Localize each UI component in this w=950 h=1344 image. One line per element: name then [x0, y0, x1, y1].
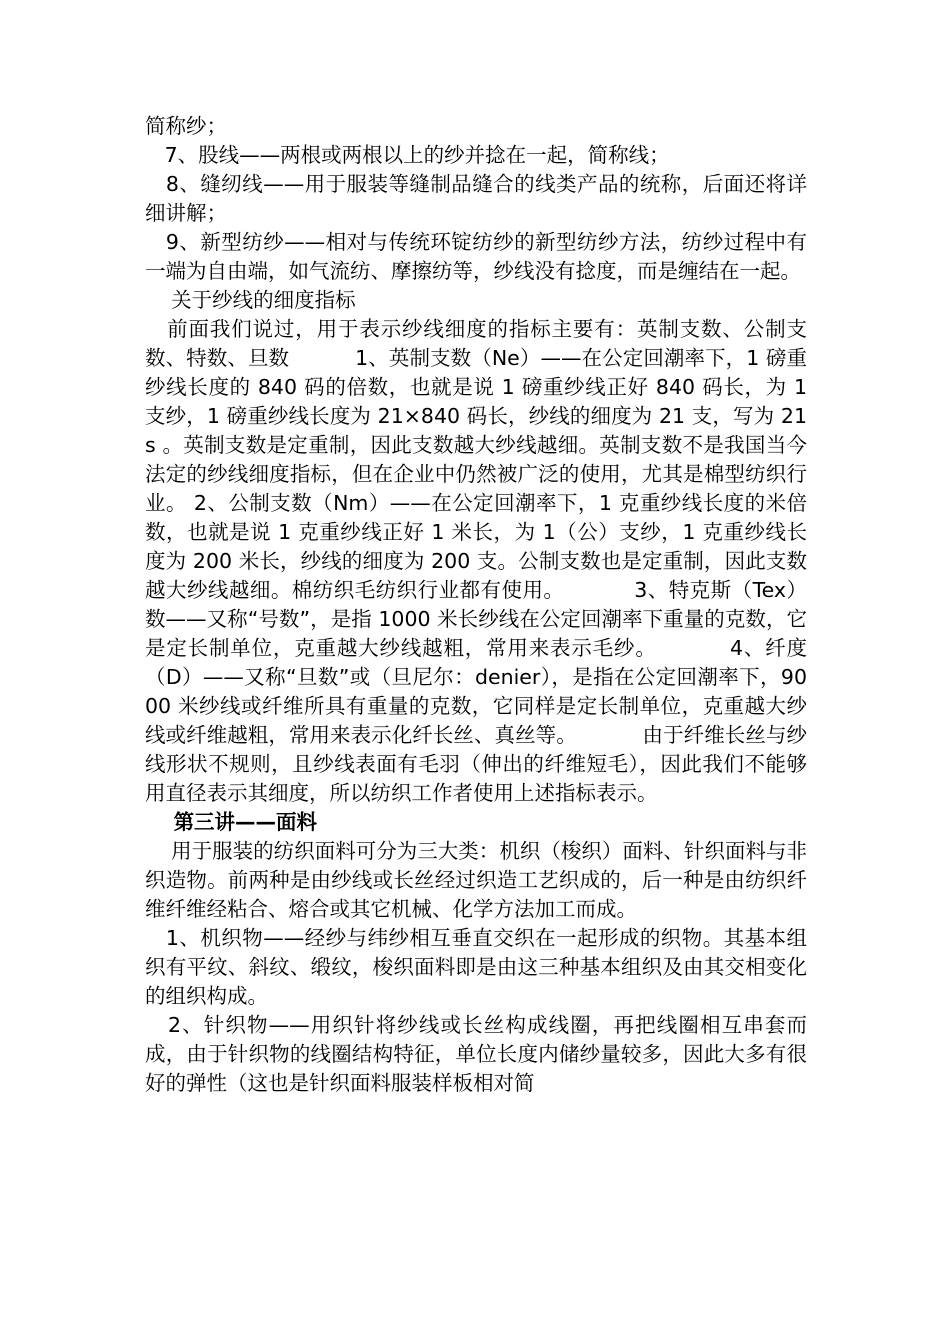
paragraph-continuation: 简称纱；: [145, 114, 227, 138]
lecture-heading-fabric: 第三讲——面料: [145, 810, 318, 834]
paragraph-woven-fabric: 1、机织物——经纱与纬纱相互垂直交织在一起形成的织物。其基本组织有平纹、斜纹、缎纹，梭织面料即是由这三种基本组织及由其交相变化的组织构成。: [145, 926, 807, 1008]
paragraph-fabric-categories: 用于服装的纺织面料可分为三大类：机织（梭织）面料、针织面料与非织造物。前两种是由纱线或长丝经过织造工艺织成的，后一种是由纺织纤维纤维经粘合、熔合或其它机械、化学方法加工而成。: [145, 839, 807, 921]
paragraph-sewing-thread: 8、缝纫线——用于服装等缝制品缝合的线类产品的统称，后面还将详细讲解；: [145, 172, 807, 225]
paragraph-knitted-fabric: 2、针织物——用织针将纱线或长丝构成线圈，再把线圈相互串套而成，由于针织物的线圈结构特征，单位长度内储纱量较多，因此大多有很好的弹性（这也是针织面料服装样板相对简: [145, 1013, 807, 1095]
document-page: [145, 112, 814, 1098]
section-heading-yarn-fineness: 关于纱线的细度指标: [145, 288, 356, 312]
paragraph-fineness-indices: 前面我们说过，用于表示纱线细度的指标主要有：英制支数、公制支数、特数、旦数 1、英制支数（Ne）——在公定回潮率下，1 磅重纱线长度的 840 码的倍数，也就是说 1 磅重纱线正好 840 码长，为 1 支纱，1 磅重纱线长度为 21×840 码长，纱线的细度为 21 支，写为 21s 。英制支数是定重制，因此支数越大纱线越细。英制支数不是我国当今法定的纱线细度指标，但在企业中仍然被广泛的使用，尤其是棉型纺织行业。 2、公制支数（Nm）——在公定回潮率下，1 克重纱线长度的米倍数，也就是说 1 克重纱线正好 1 米长，为 1（公）支纱，1 克重纱线长度为 200 米长，纱线的细度为 200 支。公制支数也是定重制，因此支数越大纱线越细。棉纺织毛纺织行业都有使用。 3、特克斯（Tex）数——又称“号数”，是指 1000 米长纱线在公定回潮率下重量的克数，它是定长制单位，克重越大纱线越粗，常用来表示毛纱。 4、纤度（D）——又称“旦数”或（旦尼尔：denier），是指在公定回潮率下，9000 米纱线或纤维所具有重量的克数，它同样是定长制单位，克重越大纱线或纤维越粗，常用来表示化纤长丝、真丝等。 由于纤维长丝与纱线形状不规则，且纱线表面有毛羽（伸出的纤维短毛），因此我们不能够用直径表示其细度，所以纺织工作者使用上述指标表示。: [145, 317, 814, 805]
paragraph-ply-yarn: 7、股线——两根或两根以上的纱并捻在一起，简称线；: [145, 143, 670, 167]
paragraph-new-spinning: 9、新型纺纱——相对与传统环锭纺纱的新型纺纱方法，纺纱过程中有一端为自由端，如气流纺、摩擦纺等，纱线没有捻度，而是缠结在一起。: [145, 230, 807, 283]
